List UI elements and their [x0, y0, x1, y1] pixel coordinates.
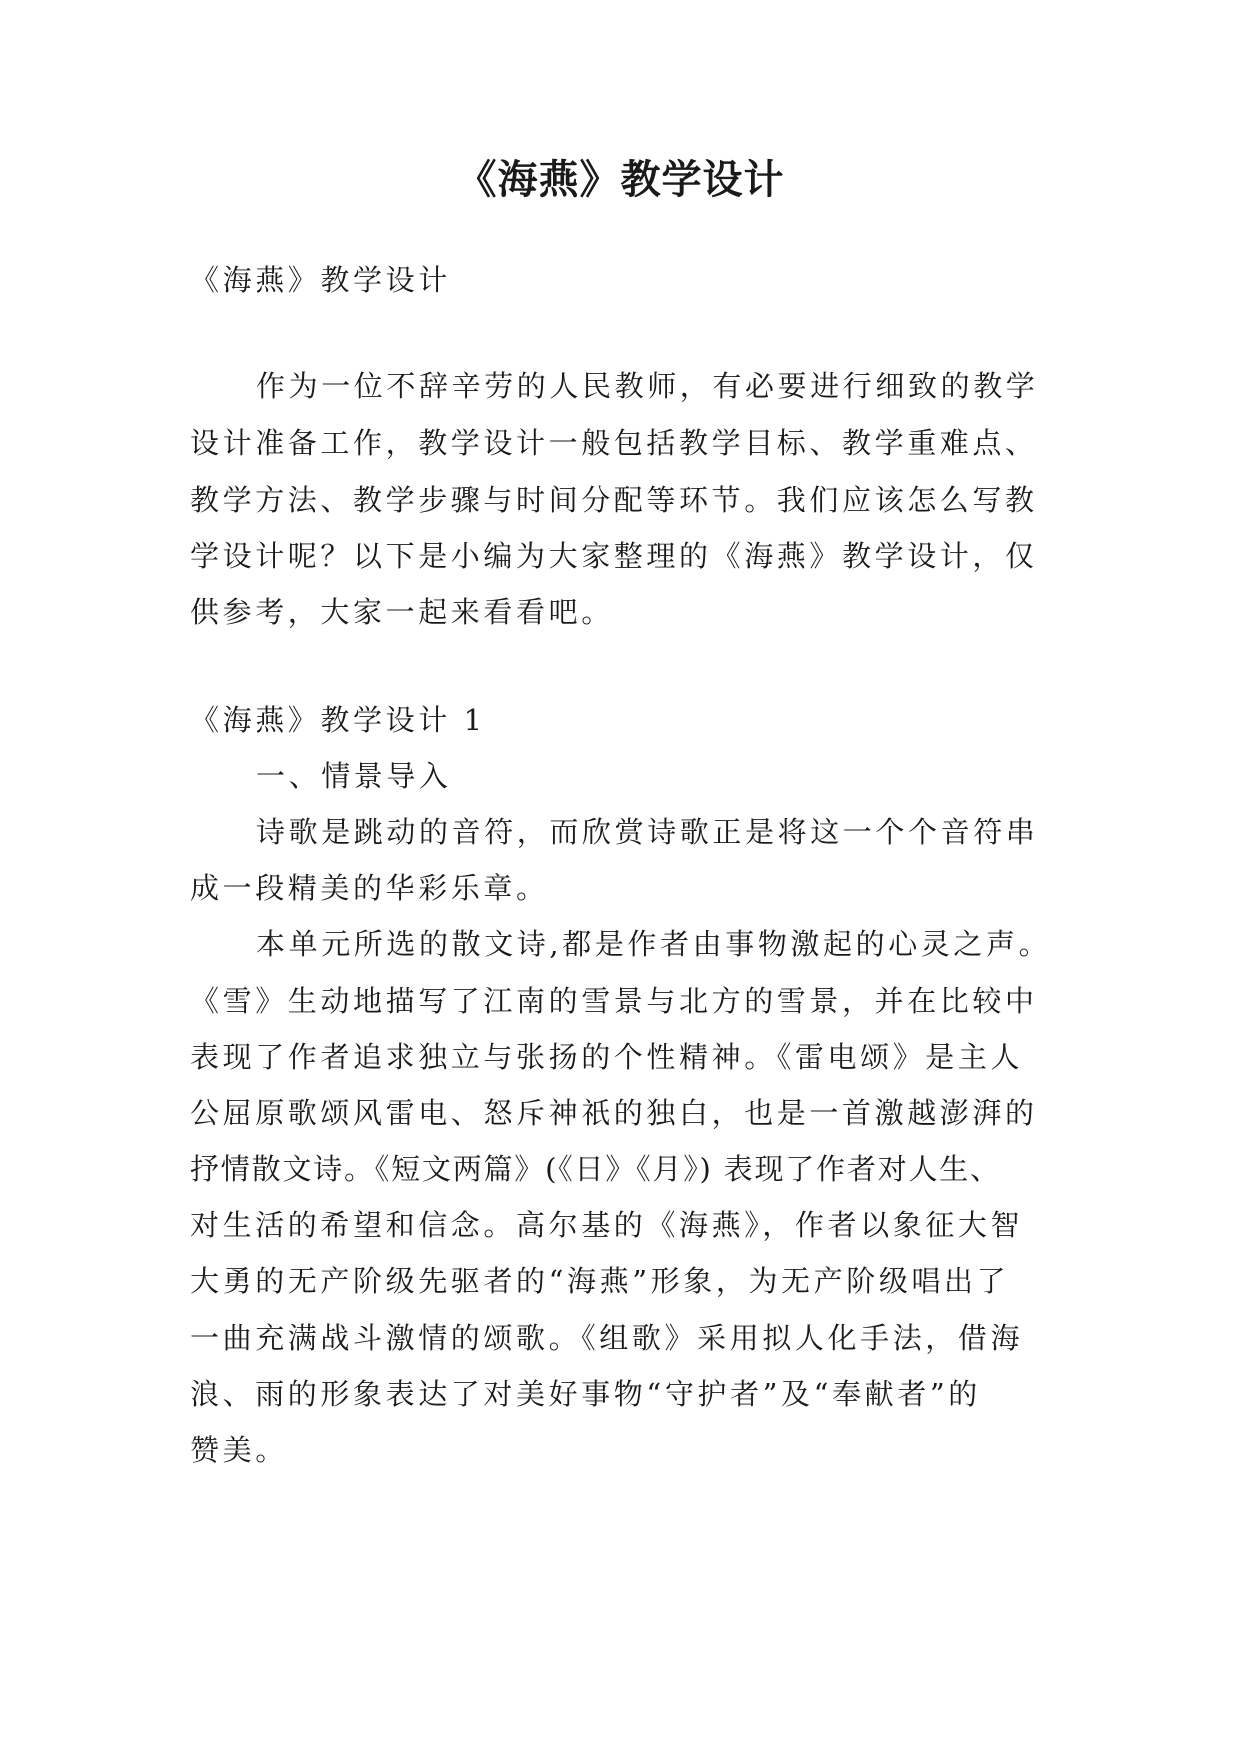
paragraph-line: 一曲充满战斗激情的颂歌。《组歌》采用拟人化手法，借海: [190, 1321, 1024, 1355]
paragraph-line: 公屈原歌颂风雷电、怒斥神祇的独白，也是一首激越澎湃的: [190, 1096, 1038, 1130]
intro-line: 教学方法、教学步骤与时间分配等环节。我们应该怎么写教: [190, 483, 1038, 517]
paragraph-line: 表现了作者追求独立与张扬的个性精神。《雷电颂》是主人: [190, 1040, 1024, 1074]
intro-line: 供参考，大家一起来看看吧。: [190, 595, 614, 629]
intro-line: 设计准备工作，教学设计一般包括教学目标、教学重难点、: [190, 426, 1038, 460]
paragraph-line: 《雪》生动地描写了江南的雪景与北方的雪景，并在比较中: [190, 984, 1038, 1018]
subsection-heading: 一、情景导入: [256, 759, 452, 793]
document-title: 《海燕》教学设计: [456, 156, 785, 203]
paragraph-line: 赞美。: [190, 1433, 288, 1467]
paragraph-line: 浪、雨的形象表达了对美好事物“守护者”及“奉献者”的: [190, 1377, 981, 1411]
paragraph-line: 对生活的希望和信念。高尔基的《海燕》，作者以象征大智: [190, 1208, 1024, 1242]
intro-line: 学设计呢？以下是小编为大家整理的《海燕》教学设计，仅: [190, 539, 1038, 573]
section-heading: 《海燕》教学设计 1: [190, 703, 486, 737]
intro-line: 作为一位不辞辛劳的人民教师，有必要进行细致的教学: [256, 369, 1039, 403]
paragraph-line: 大勇的无产阶级先驱者的“海燕”形象，为无产阶级唱出了: [190, 1264, 1010, 1298]
paragraph-line: 本单元所选的散文诗,都是作者由事物激起的心灵之声。: [256, 927, 1052, 961]
document-subtitle: 《海燕》教学设计: [190, 263, 451, 297]
paragraph-line: 抒情散文诗。《短文两篇》(《日》《月》) 表现了作者对人生、: [190, 1152, 1001, 1186]
paragraph-line: 诗歌是跳动的音符，而欣赏诗歌正是将这一个个音符串: [256, 815, 1039, 849]
paragraph-line: 成一段精美的华彩乐章。: [190, 871, 549, 905]
